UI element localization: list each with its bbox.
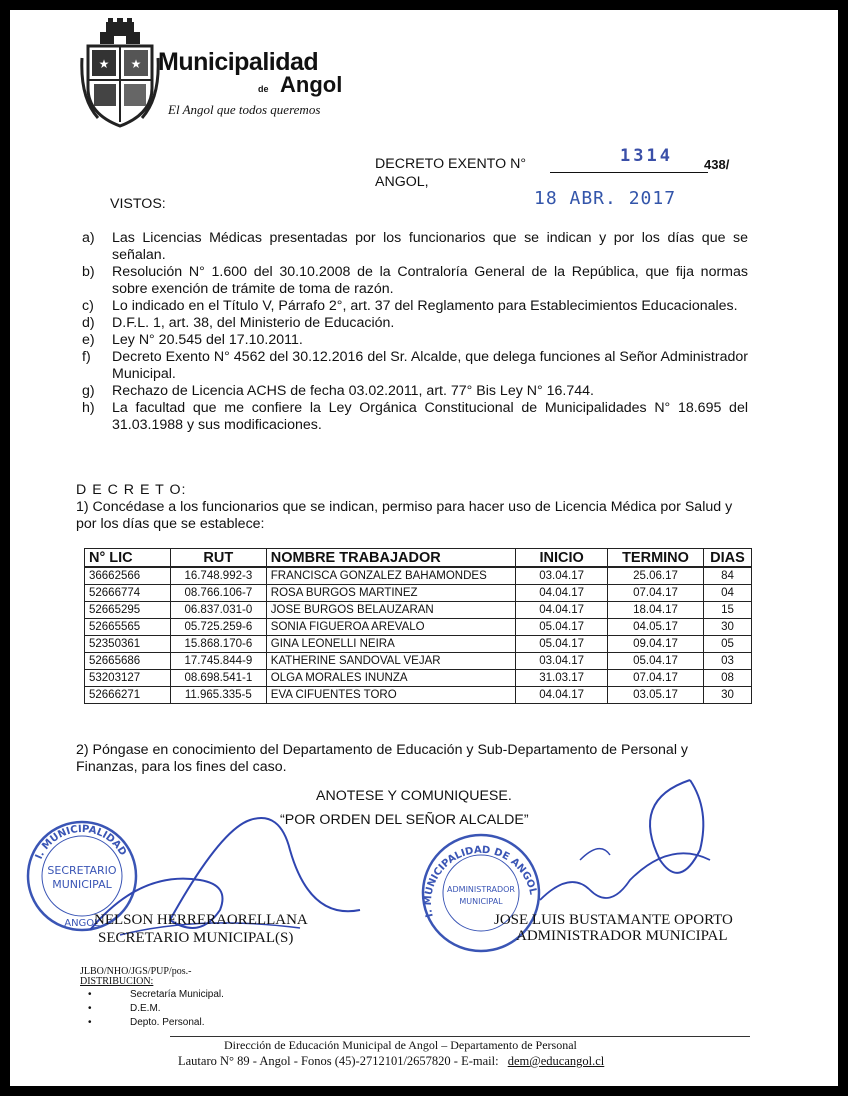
table-cell: 09.04.17 [608,636,704,653]
table-cell: 04.05.17 [608,619,704,636]
column-header: TERMINO [608,549,704,568]
table-cell: 25.06.17 [608,567,704,585]
decreto-number-suffix: 438/ [704,157,730,172]
distribution-list [88,988,224,1030]
table-cell: KATHERINE SANDOVAL VEJAR [266,653,515,670]
column-header: RUT [170,549,266,568]
table-cell: 06.837.031-0 [170,602,266,619]
table-cell: 08.766.106-7 [170,585,266,602]
table-row [85,636,752,653]
table-cell: 30 [703,687,751,704]
decreto-place: ANGOL, [375,174,429,190]
svg-text:MUNICIPAL: MUNICIPAL [459,897,503,906]
table-cell: 03.05.17 [608,687,704,704]
footer-address: Lautaro N° 89 - Angol - Fonos (45)-2712101/2657820 - E-mail: [178,1054,499,1068]
list-item: • Secretaría Municipal. [88,989,224,1000]
table-row [85,585,752,602]
list-item: a) Las Licencias Médicas presentadas por los funcionarios que se indican y por los días que se señalan. [82,230,748,263]
table-row [85,619,752,636]
table-row [85,653,752,670]
table-cell: ROSA BURGOS MARTINEZ [266,585,515,602]
svg-text:ADMINISTRADOR: ADMINISTRADOR [447,885,515,894]
distribution-title: DISTRIBUCION: [80,976,154,987]
right-signer-title: ADMINISTRADOR MUNICIPAL [516,928,728,944]
table-cell: 16.748.992-3 [170,567,266,585]
decreto-point-1: 1) Concédase a los funcionarios que se indican, permiso para hacer uso de Licencia Médica por Salud y por los días que se establece: [76,499,733,532]
list-item: d) D.F.L. 1, art. 38, del Ministerio de Educación. [82,315,395,331]
table-cell: 53203127 [85,670,171,687]
table-cell: 07.04.17 [608,670,704,687]
right-signer-name: JOSE LUIS BUSTAMANTE OPORTO [494,912,733,928]
svg-text:★: ★ [98,57,110,71]
table-cell: 52665295 [85,602,171,619]
decreto-number-stamp: 1314 [620,146,673,166]
list-item: • Depto. Personal. [88,1017,205,1028]
table-cell: FRANCISCA GONZALEZ BAHAMONDES [266,567,515,585]
column-header: DIAS [703,549,751,568]
closing-line-1: ANOTESE Y COMUNIQUESE. [316,788,512,804]
closing-line-2: “POR ORDEN DEL SEÑOR ALCALDE” [280,812,529,828]
list-item: • D.E.M. [88,1003,161,1014]
table-cell: 17.745.844-9 [170,653,266,670]
svg-text:MUNICIPAL: MUNICIPAL [52,878,112,891]
table-cell: 05.725.259-6 [170,619,266,636]
table-cell: 52665565 [85,619,171,636]
table-cell: 07.04.17 [608,585,704,602]
table-cell: 52666271 [85,687,171,704]
table-cell: 05.04.17 [608,653,704,670]
licencias-table [84,548,752,704]
table-cell: 05.04.17 [516,619,608,636]
list-item: c) Lo indicado en el Título V, Párrafo 2°, art. 37 del Reglamento para Establecimientos Educacionales. [82,298,738,314]
left-signer-title: SECRETARIO MUNICIPAL(S) [98,930,294,946]
table-row [85,670,752,687]
left-signer-name: NELSON HERRERAORELLANA [94,912,308,928]
table-cell: 52350361 [85,636,171,653]
table-cell: 03.04.17 [516,653,608,670]
footer-email-link[interactable]: dem@educangol.cl [507,1054,605,1068]
svg-text:I. MUNICIPALIDAD DE ANGOL: I. MUNICIPALIDAD DE ANGOL [422,844,539,919]
decreto-number-line [550,172,708,173]
svg-text:ANGOL: ANGOL [64,918,100,929]
footer-line-2 [178,1054,604,1069]
list-item: b) Resolución N° 1.600 del 30.10.2008 de la Contraloría General de la República, que fija normas sobre exención de trámite de toma de razón. [82,264,748,297]
table-cell: 04 [703,585,751,602]
table-cell: EVA CIFUENTES TORO [266,687,515,704]
vistos-list [82,230,748,434]
svg-text:★: ★ [130,57,142,71]
right-handwritten-signature [510,770,750,930]
table-cell: 18.04.17 [608,602,704,619]
table-row [85,687,752,704]
table-cell: 52666774 [85,585,171,602]
org-name-line1: Municipalidad [158,48,319,76]
list-item: f) Decreto Exento N° 4562 del 30.12.2016 del Sr. Alcalde, que delega funciones al Señor Administrador Municipal. [82,349,748,382]
org-name-de: de [258,84,269,94]
municipal-coat-of-arms-logo [80,18,160,130]
table-cell: 11.965.335-5 [170,687,266,704]
table-cell: 04.04.17 [516,585,608,602]
column-header: INICIO [516,549,608,568]
table-cell: 04.04.17 [516,687,608,704]
table-cell: 08 [703,670,751,687]
column-header: N° LIC [85,549,171,568]
table-cell: 03 [703,653,751,670]
svg-text:SECRETARIO: SECRETARIO [47,864,117,877]
svg-text:I. MUNICIPALIDAD: I. MUNICIPALIDAD [33,823,129,862]
table-row [85,602,752,619]
table-cell: 04.04.17 [516,602,608,619]
table-cell: 36662566 [85,567,171,585]
decreto-label: DECRETO EXENTO N° [375,156,526,172]
table-cell: 05.04.17 [516,636,608,653]
initials: JLBO/NHO/JGS/PUP/pos.- [80,966,192,977]
column-header: NOMBRE TRABAJADOR [266,549,515,568]
table-cell: 84 [703,567,751,585]
table-cell: 31.03.17 [516,670,608,687]
table-cell: 03.04.17 [516,567,608,585]
table-cell: 05 [703,636,751,653]
org-motto: El Angol que todos queremos [168,102,321,117]
list-item: e) Ley N° 20.545 del 17.10.2011. [82,332,303,348]
table-cell: OLGA MORALES INUNZA [266,670,515,687]
decreto-section-title: D E C R E T O: [76,482,187,498]
decreto-point-2: 2) Póngase en conocimiento del Departamento de Educación y Sub-Departamento de Personal y Finanzas, para los fines del caso. [76,742,689,775]
table-cell: 08.698.541-1 [170,670,266,687]
table-cell: 30 [703,619,751,636]
footer-line-1: Dirección de Educación Municipal de Angol – Departamento de Personal [224,1038,577,1052]
table-cell: 15 [703,602,751,619]
org-name-line2: Angol [280,72,343,97]
date-stamp: 18 ABR. 2017 [534,188,677,209]
document-page [10,10,838,1086]
list-item: h) La facultad que me confiere la Ley Orgánica Constitucional de Municipalidades N° 18.695 del 31.03.1988 y sus modificaciones. [82,400,748,433]
table-cell: 15.868.170-6 [170,636,266,653]
list-item: g) Rechazo de Licencia ACHS de fecha 03.02.2011, art. 77° Bis Ley N° 16.744. [82,383,594,399]
table-header-row [85,549,752,568]
vistos-title: VISTOS: [110,196,166,212]
table-cell: 52665686 [85,653,171,670]
table-row [85,567,752,585]
table-cell: JOSE BURGOS BELAUZARAN [266,602,515,619]
footer-divider [170,1036,750,1037]
table-cell: GINA LEONELLI NEIRA [266,636,515,653]
table-cell: SONIA FIGUEROA AREVALO [266,619,515,636]
